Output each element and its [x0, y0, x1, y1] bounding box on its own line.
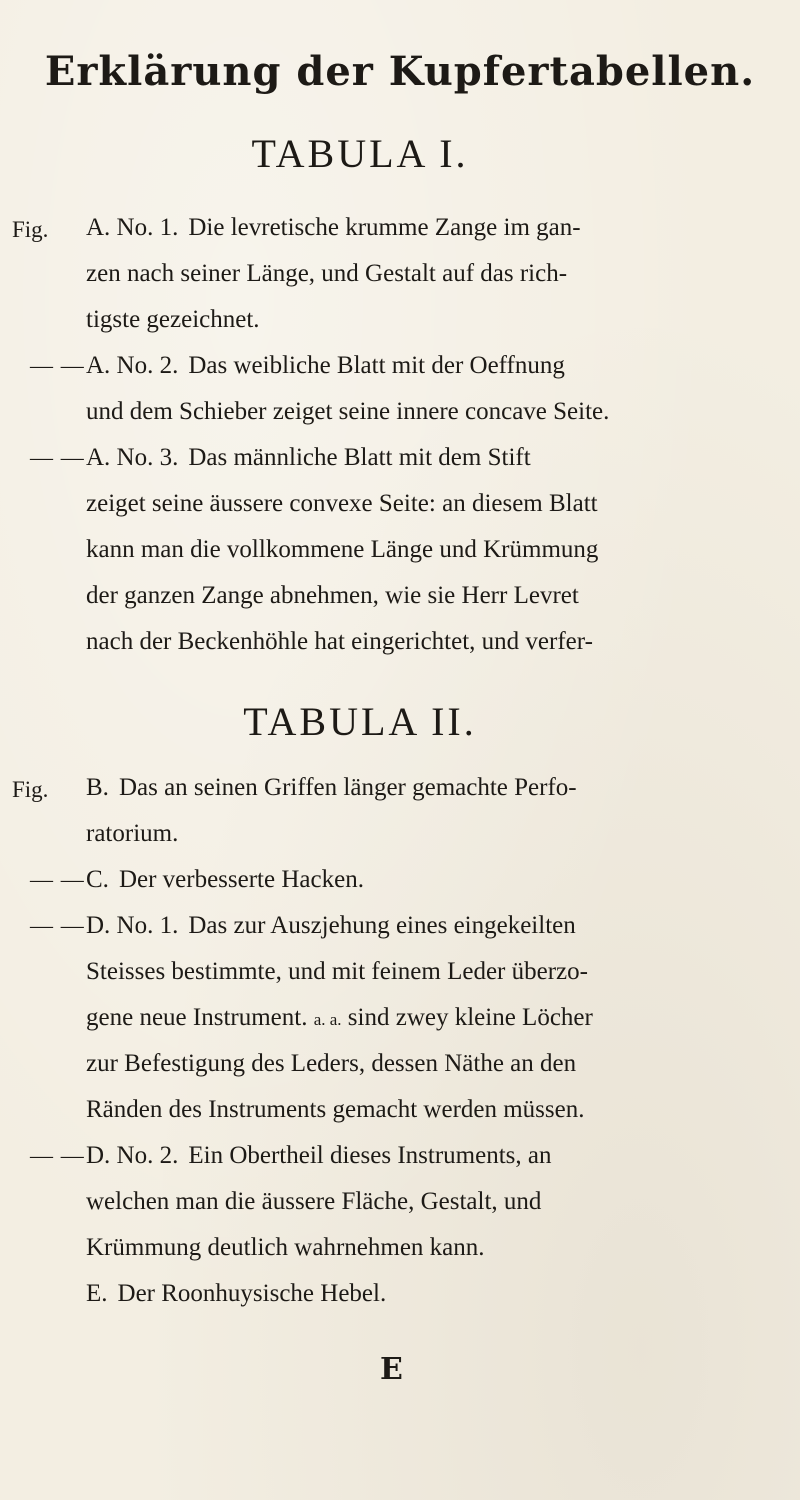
entry-c: [86, 864, 364, 896]
fig-label: Fig.: [12, 217, 49, 242]
entry-text: nach der Beckenhöhle hat eingerichtet, und verfer-: [86, 628, 593, 655]
entry-text: zur Befestigung des Leders, dessen Näthe an den: [86, 1050, 577, 1077]
tabula-2-heading: TABULA II.: [243, 699, 477, 744]
entry-e: [86, 1278, 386, 1310]
entry-text: Krümmung deutlich wahrnehmen kann.: [86, 1234, 485, 1261]
entry-ref: B.: [86, 774, 109, 801]
entry-text: Der Roonhuysische Hebel.: [117, 1280, 387, 1307]
entry-text: Ränden des Instruments gemacht werden müssen.: [86, 1096, 585, 1123]
entry-text: Das männliche Blatt mit dem Stift: [188, 444, 531, 471]
dash-prefix: — —: [30, 1143, 85, 1168]
entry-text: Steisses bestimmte, und mit feinem Leder überzo-: [86, 958, 588, 985]
entry-text: zen nach seiner Länge, und Gestalt auf das rich-: [86, 260, 568, 287]
entry-a2: [86, 350, 565, 382]
dash-prefix: — —: [30, 445, 85, 470]
entry-text: Ein Obertheil dieses Instruments, an: [188, 1142, 552, 1169]
entry-text: welchen man die äussere Fläche, Gestalt, und: [86, 1188, 542, 1215]
entry-a3: [86, 442, 531, 474]
entry-text: der ganzen Zange abnehmen, wie sie Herr Levret: [86, 582, 579, 609]
fig-label: Fig.: [12, 777, 49, 802]
dash-prefix: — —: [30, 353, 85, 378]
entry-b: [86, 772, 577, 804]
entry-ref: A. No. 3.: [86, 444, 179, 471]
entry-text: kann man die vollkommene Länge und Krümmung: [86, 536, 599, 563]
entry-ref: E.: [86, 1280, 108, 1307]
catchword: E: [380, 1352, 403, 1387]
entry-text: ratorium.: [86, 820, 179, 847]
entry-ref: A. No. 1.: [86, 214, 179, 241]
entry-text: gene neue Instrument.: [86, 1004, 308, 1031]
entry-text: Das weibliche Blatt mit der Oeffnung: [188, 352, 565, 379]
tabula-1-heading: TABULA I.: [251, 131, 469, 176]
inline-ref: a. a.: [313, 1010, 342, 1029]
entry-ref: D. No. 1.: [86, 912, 179, 939]
entry-d1: [86, 910, 576, 942]
entry-a1: [86, 212, 581, 244]
entry-ref: D. No. 2.: [86, 1142, 179, 1169]
entry-text: Das an seinen Griffen länger gemachte Perfo-: [118, 774, 577, 801]
entry-text: sind zwey kleine Löcher: [347, 1004, 593, 1031]
entry-ref: C.: [86, 866, 109, 893]
entry-text: Der verbesserte Hacken.: [118, 866, 364, 893]
entry-text: tigste gezeichnet.: [86, 306, 260, 333]
page-title: Erklärung der Kupfertabellen.: [44, 48, 756, 95]
entry-text: Das zur Auszjehung eines eingekeilten: [188, 912, 576, 939]
dash-prefix: — —: [30, 913, 85, 938]
entry-text: zeiget seine äussere convexe Seite: an diesem Blatt: [86, 490, 598, 517]
entry-line-with-ref: [86, 1002, 593, 1036]
entry-text: Die levretische krumme Zange im gan-: [188, 214, 581, 241]
entry-text: und dem Schieber zeiget seine innere concave Seite.: [86, 398, 610, 425]
dash-prefix: — —: [30, 867, 85, 892]
entry-d2: [86, 1140, 551, 1172]
entry-ref: A. No. 2.: [86, 352, 179, 379]
